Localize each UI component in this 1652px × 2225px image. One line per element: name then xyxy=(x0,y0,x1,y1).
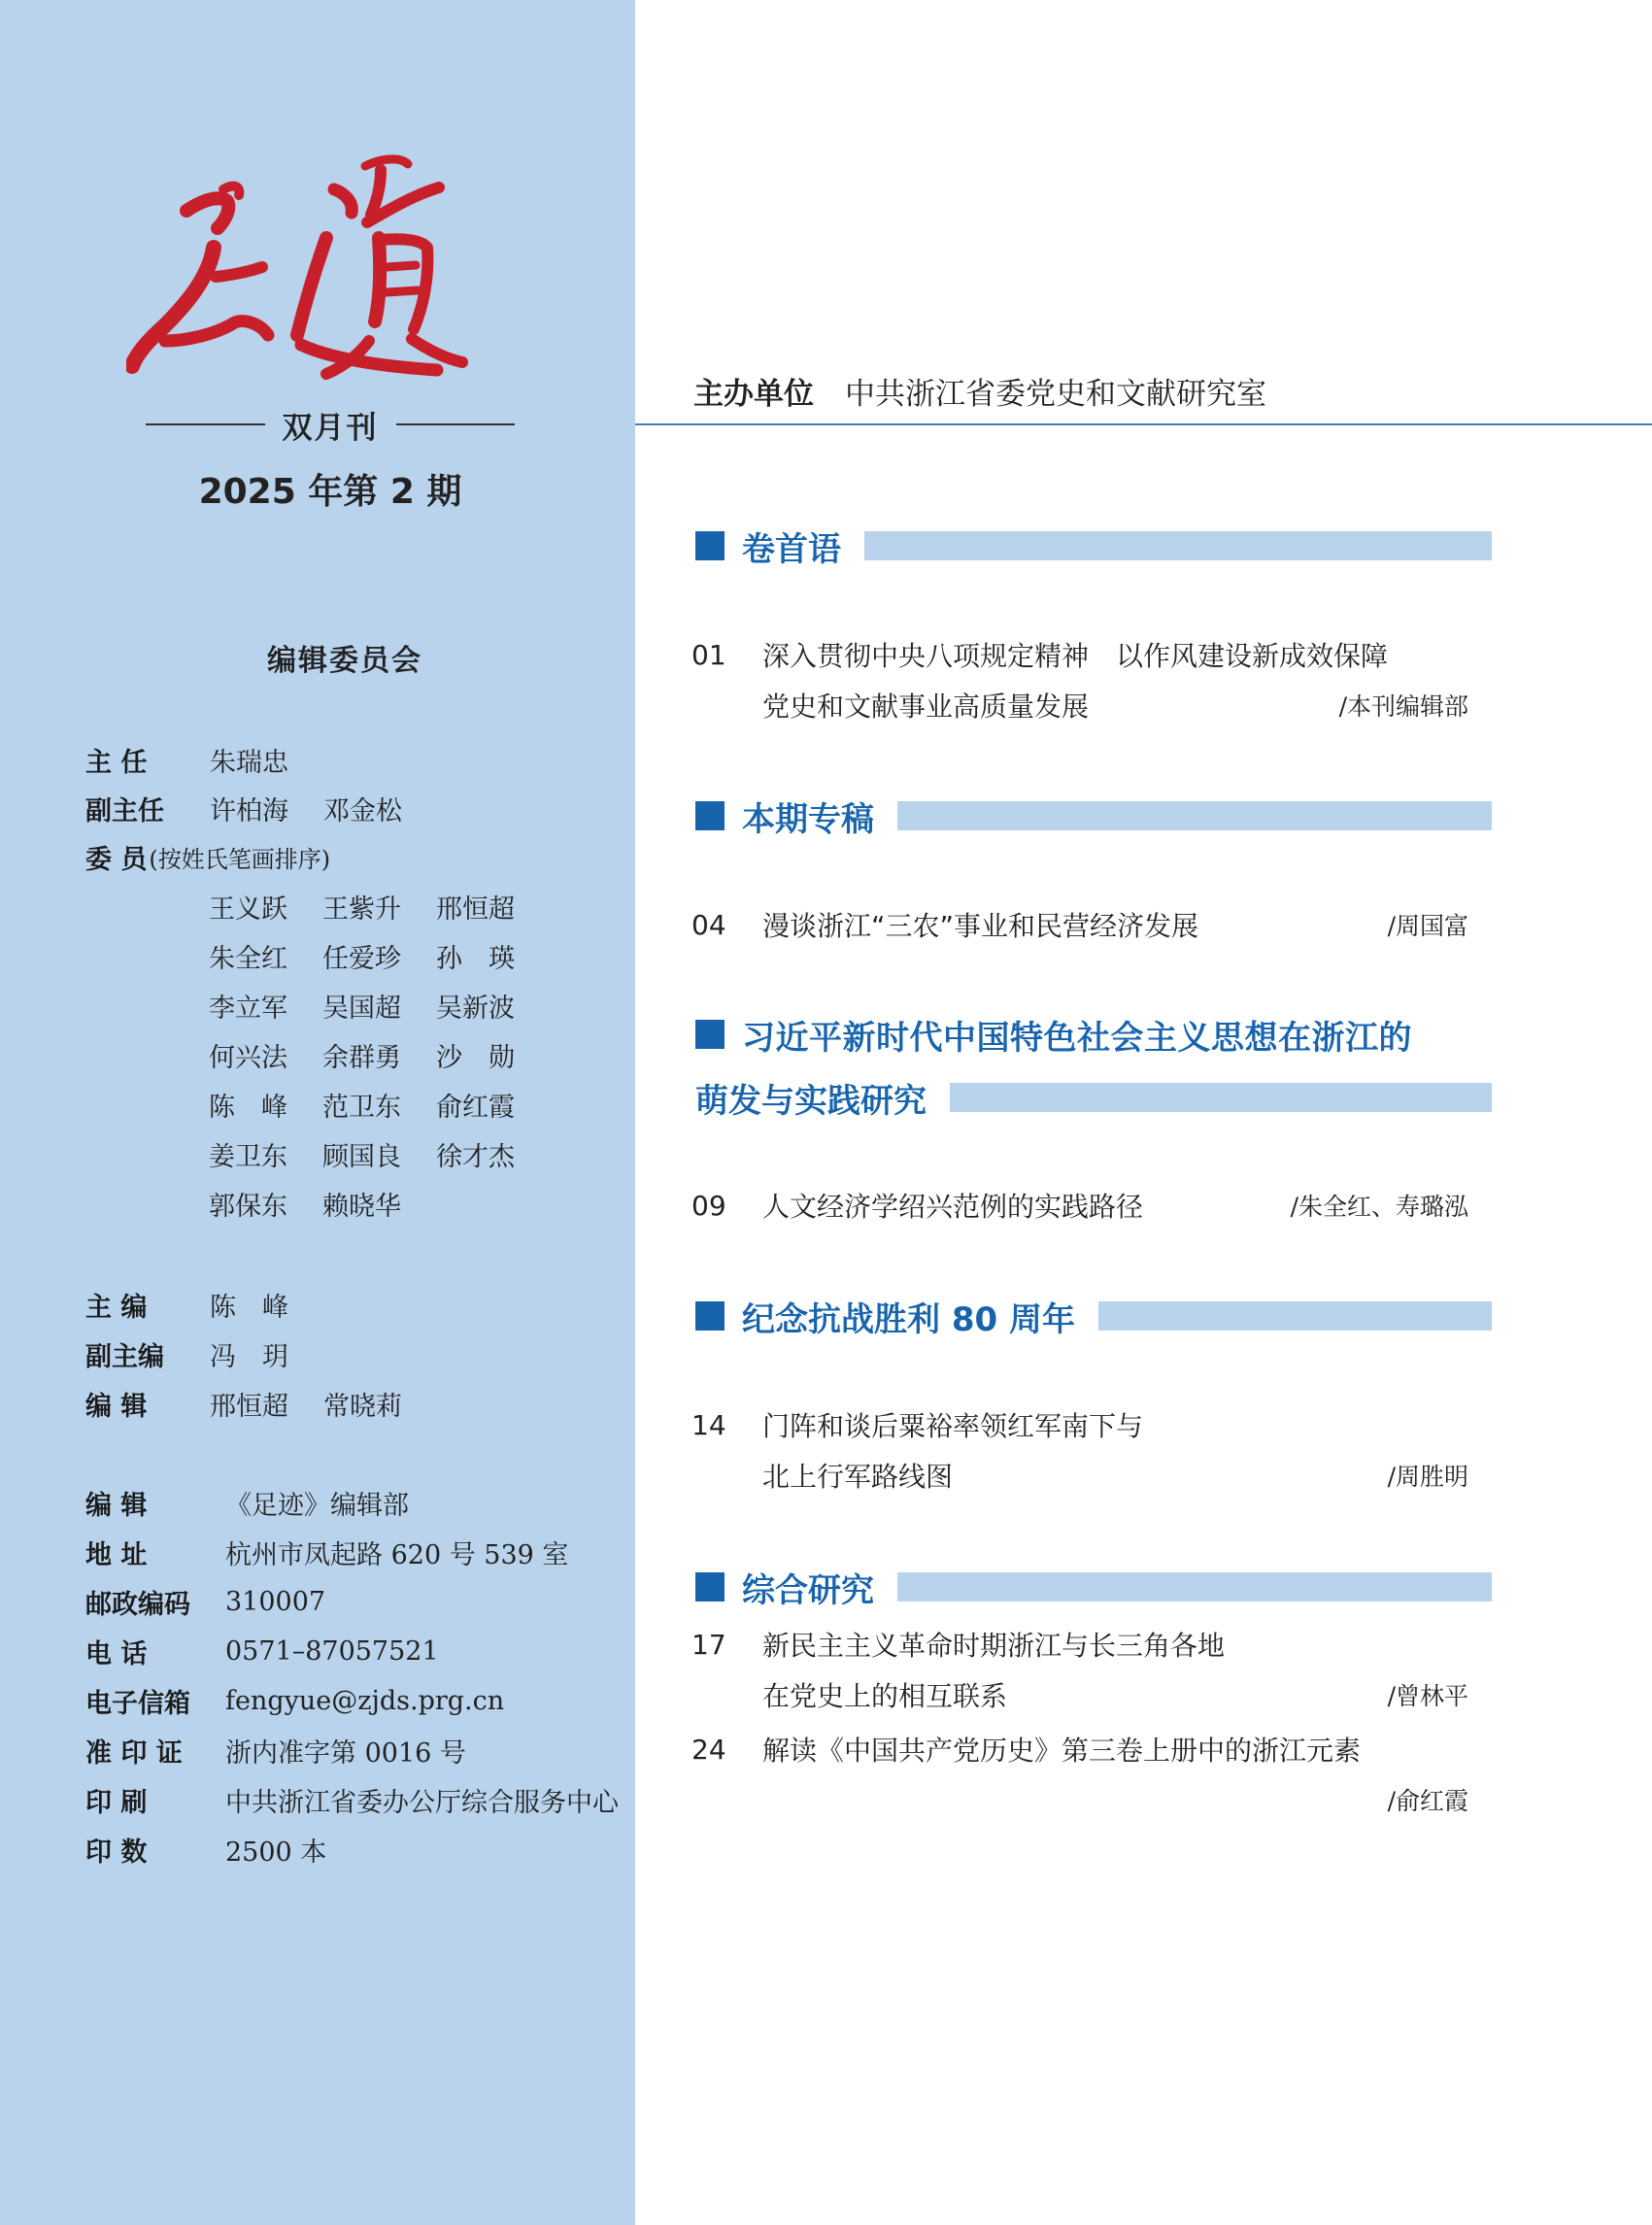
frequency-row xyxy=(146,400,515,449)
section-title: 纪念抗战胜利 80 周年 xyxy=(742,1299,1075,1339)
section-header xyxy=(695,792,1492,840)
toc-title: 深入贯彻中央八项规定精神 以作风建设新成效保障 xyxy=(762,640,1389,672)
member-name: 任爱珍 xyxy=(322,944,401,974)
chief-editor-label: 主 编 xyxy=(85,1292,148,1323)
deputy-chief-editor-label: 副主编 xyxy=(85,1341,164,1372)
sponsor xyxy=(693,369,1266,413)
info-printer-row xyxy=(85,1780,619,1819)
editors-names xyxy=(210,1385,437,1423)
member-name: 陈 峰 xyxy=(209,1093,287,1123)
editors-label: 编 辑 xyxy=(85,1391,148,1422)
info-label: 地 址 xyxy=(85,1539,148,1570)
toc-page-number: 04 xyxy=(691,908,726,941)
section-bar xyxy=(950,1083,1492,1112)
members-list xyxy=(209,882,550,1229)
info-copies-row xyxy=(85,1830,326,1869)
info-value: 310007 xyxy=(225,1586,326,1617)
section-header xyxy=(695,522,1492,570)
members-label: 委 员 xyxy=(85,844,148,875)
divider xyxy=(146,423,265,425)
toc-title: 门阵和谈后粟裕率领红军南下与 xyxy=(762,1410,1144,1442)
member-name: 王义跃 xyxy=(209,894,287,925)
toc-title: 解读《中国共产党历史》第三卷上册中的浙江元素 xyxy=(762,1735,1362,1767)
info-address-row xyxy=(85,1533,568,1571)
deputy-chief-editor-name: 冯 玥 xyxy=(210,1341,288,1372)
section-header xyxy=(695,1292,1492,1340)
toc-page-number: 09 xyxy=(691,1189,726,1222)
toc-page-number: 24 xyxy=(691,1733,726,1766)
toc-title: 新民主主义革命时期浙江与长三角各地 xyxy=(762,1630,1226,1662)
toc-author: /朱全红、寿璐泓 xyxy=(1290,1193,1468,1221)
member-name: 沙 勋 xyxy=(436,1043,515,1073)
section-header xyxy=(695,1563,1492,1611)
toc-page-number: 14 xyxy=(691,1408,726,1441)
info-label: 编 辑 xyxy=(85,1490,148,1521)
toc-title: 漫谈浙江“三农”事业和民营经济发展 xyxy=(762,910,1199,942)
member-name: 何兴法 xyxy=(209,1043,287,1073)
members-list-row xyxy=(209,1030,550,1080)
toc-title-line2: 在党史上的相互联系 xyxy=(762,1680,1008,1712)
member-name: 李立军 xyxy=(209,994,287,1024)
section-title-line1: 习近平新时代中国特色社会主义思想在浙江的 xyxy=(742,1018,1412,1058)
info-label: 准 印 证 xyxy=(85,1737,183,1769)
member-name: 俞红霞 xyxy=(436,1093,515,1123)
members-row xyxy=(85,837,330,876)
section-title-line2: 萌发与实践研究 xyxy=(695,1081,927,1121)
toc-entry[interactable] xyxy=(691,629,1468,730)
member-name: 姜卫东 xyxy=(209,1142,287,1172)
section-title: 卷首语 xyxy=(742,529,841,569)
deputy-directors-names xyxy=(210,790,437,827)
toc-author: /周胜明 xyxy=(1387,1463,1468,1491)
member-name: 邢恒超 xyxy=(436,894,515,925)
info-label: 印 刷 xyxy=(85,1787,148,1818)
left-panel xyxy=(0,0,635,2225)
frequency-label: 双月刊 xyxy=(282,410,379,446)
member-name: 朱全红 xyxy=(209,944,287,974)
member-name: 吴新波 xyxy=(436,994,515,1024)
info-value: 0571–87057521 xyxy=(225,1635,439,1667)
info-permit-row xyxy=(85,1731,466,1770)
section-header-continued xyxy=(695,1073,1492,1122)
members-note: (按姓氏笔画排序) xyxy=(149,845,331,873)
sponsor-label: 主办单位 xyxy=(693,377,814,412)
deputy-directors-label: 副主任 xyxy=(85,795,164,826)
members-list-row xyxy=(209,1080,550,1129)
member-name: 范卫东 xyxy=(322,1093,401,1123)
section-square-icon xyxy=(695,1301,725,1331)
info-value: 杭州市凤起路 620 号 539 室 xyxy=(225,1539,569,1570)
toc-author: /俞红霞 xyxy=(1387,1787,1468,1815)
members-list-row xyxy=(209,882,550,931)
info-value: 《足迹》编辑部 xyxy=(225,1490,409,1521)
editorial-board-title: 编辑委员会 xyxy=(267,644,422,678)
info-value: 中共浙江省委办公厅综合服务中心 xyxy=(225,1787,619,1818)
deputy-director-name: 许柏海 xyxy=(210,795,288,826)
member-name: 吴国超 xyxy=(322,994,401,1024)
sponsor-value: 中共浙江省委党史和文献研究室 xyxy=(845,377,1266,412)
toc-entry[interactable] xyxy=(691,1619,1468,1720)
toc-page-number: 17 xyxy=(691,1628,726,1661)
section-title: 本期专稿 xyxy=(742,799,874,839)
member-name: 徐才杰 xyxy=(436,1142,515,1172)
section-bar xyxy=(897,801,1492,830)
info-label: 邮政编码 xyxy=(85,1589,190,1620)
member-name: 孙 瑛 xyxy=(436,944,515,974)
info-label: 电子信箱 xyxy=(85,1688,190,1719)
section-bar xyxy=(864,531,1492,560)
editor-name: 邢恒超 xyxy=(210,1391,288,1422)
info-value: 2500 本 xyxy=(225,1837,327,1868)
section-title: 综合研究 xyxy=(742,1570,874,1610)
chief-editor-row xyxy=(85,1285,288,1324)
masthead-logo xyxy=(126,151,515,403)
section-square-icon xyxy=(695,1572,725,1601)
members-list-row xyxy=(209,931,550,981)
toc-entry[interactable] xyxy=(691,1724,1468,1825)
info-editing-row xyxy=(85,1483,409,1522)
info-value: fengyue@zjds.prg.cn xyxy=(225,1685,505,1716)
chief-editor-name: 陈 峰 xyxy=(210,1292,288,1323)
toc-author: /曾林平 xyxy=(1387,1682,1468,1710)
members-list-row xyxy=(209,1129,550,1179)
director-row xyxy=(85,740,288,779)
section-square-icon xyxy=(695,801,725,830)
toc-author: /周国富 xyxy=(1387,912,1468,940)
director-label: 主 任 xyxy=(85,747,148,778)
section-bar xyxy=(897,1572,1492,1601)
section-square-icon xyxy=(695,1020,725,1049)
info-phone-row xyxy=(85,1632,439,1670)
member-name: 王紫升 xyxy=(322,894,401,925)
calligraphy-logo-icon xyxy=(126,151,515,403)
member-name: 赖晓华 xyxy=(322,1192,401,1222)
member-name: 郭保东 xyxy=(209,1192,287,1222)
editors-row xyxy=(85,1384,437,1423)
members-list-row xyxy=(209,1179,550,1229)
info-label: 印 数 xyxy=(85,1837,148,1868)
section-header xyxy=(695,1010,1492,1059)
toc-entry[interactable] xyxy=(691,1180,1468,1230)
header-divider xyxy=(635,423,1652,425)
info-email-row xyxy=(85,1681,504,1720)
section-square-icon xyxy=(695,531,725,560)
toc-entry[interactable] xyxy=(691,1399,1468,1500)
member-name: 余群勇 xyxy=(322,1043,401,1073)
deputy-chief-editor-row xyxy=(85,1334,288,1373)
members-list-row xyxy=(209,981,550,1030)
member-name: 顾国良 xyxy=(322,1142,401,1172)
toc-title: 人文经济学绍兴范例的实践路径 xyxy=(762,1191,1144,1223)
info-label: 电 话 xyxy=(85,1638,148,1669)
info-value: 浙内准字第 0016 号 xyxy=(225,1737,466,1769)
issue-number: 2025 年第 2 期 xyxy=(198,472,462,512)
toc-page-number: 01 xyxy=(691,638,726,671)
toc-title-line2: 北上行军路线图 xyxy=(762,1461,954,1493)
toc-title-line2: 党史和文献事业高质量发展 xyxy=(762,691,1090,723)
section-bar xyxy=(1098,1301,1492,1331)
deputy-directors-row xyxy=(85,789,437,827)
toc-author: /本刊编辑部 xyxy=(1338,692,1468,721)
divider xyxy=(396,423,516,425)
info-postcode-row xyxy=(85,1582,325,1621)
toc-entry[interactable] xyxy=(691,899,1468,950)
deputy-director-name: 邓金松 xyxy=(323,795,402,826)
director-name: 朱瑞忠 xyxy=(210,747,288,778)
editor-name: 常晓莉 xyxy=(323,1391,402,1422)
